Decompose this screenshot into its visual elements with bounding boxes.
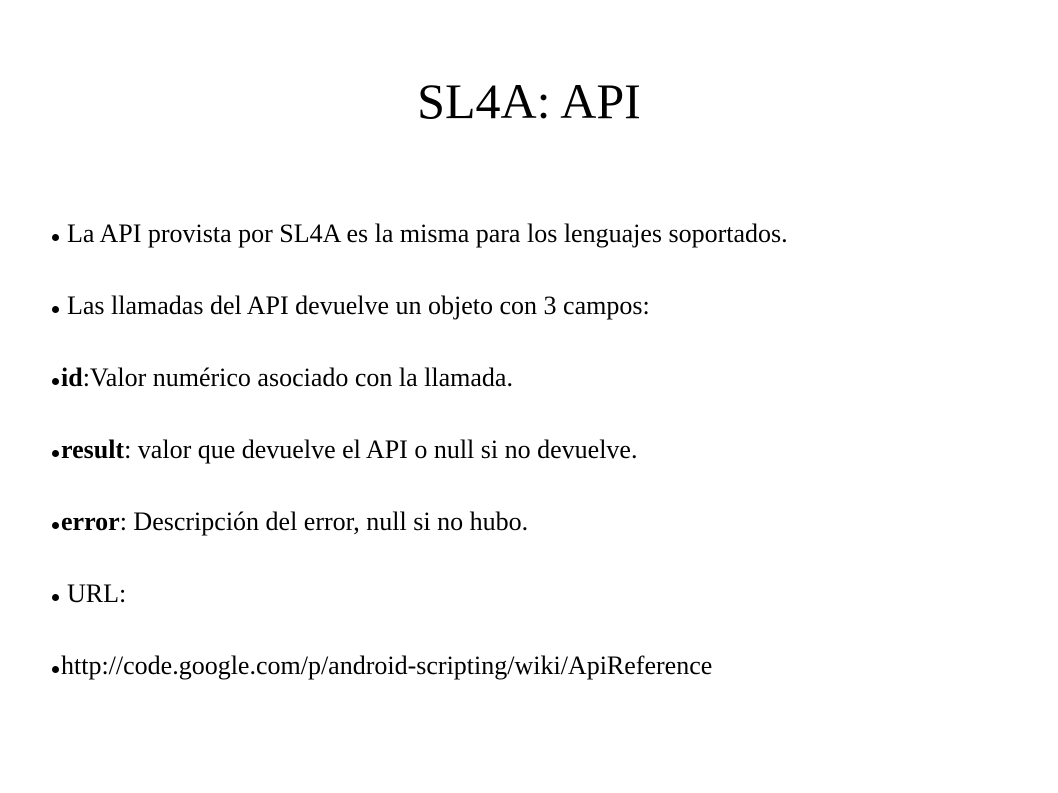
url-link[interactable]: http://code.google.com/p/android-scripting/wiki/ApiReference [61, 651, 713, 680]
bullet-text: : valor que devuelve el API o null si no devuelve. [124, 435, 638, 464]
bullet-list [52, 212, 1042, 716]
bullet-item-url-label [52, 572, 1042, 644]
bullet-text: : Descripción del error, null si no hubo. [119, 507, 529, 536]
bullet-item-api-calls [52, 284, 1042, 356]
bullet-text: URL: [67, 579, 127, 608]
bullet-icon [52, 450, 59, 457]
bullet-icon [52, 378, 59, 385]
bullet-item-error-field [52, 500, 1042, 572]
bullet-icon [52, 306, 59, 313]
bullet-item-api-provided [52, 212, 1042, 284]
slide-title: SL4A: API [417, 73, 641, 129]
field-name-error: error [61, 507, 120, 536]
bullet-item-id-field [52, 356, 1042, 428]
bullet-icon [52, 234, 59, 241]
bullet-icon [52, 594, 59, 601]
field-name-result: result [61, 435, 125, 464]
bullet-item-url[interactable] [52, 644, 1042, 716]
bullet-icon [52, 666, 59, 673]
bullet-text: Las llamadas del API devuelve un objeto con 3 campos: [67, 291, 650, 320]
bullet-text: La API provista por SL4A es la misma para los lenguajes soportados. [67, 219, 788, 248]
bullet-item-result-field [52, 428, 1042, 500]
field-name-id: id [61, 363, 83, 392]
bullet-icon [52, 522, 59, 529]
bullet-text: :Valor numérico asociado con la llamada. [82, 363, 513, 392]
